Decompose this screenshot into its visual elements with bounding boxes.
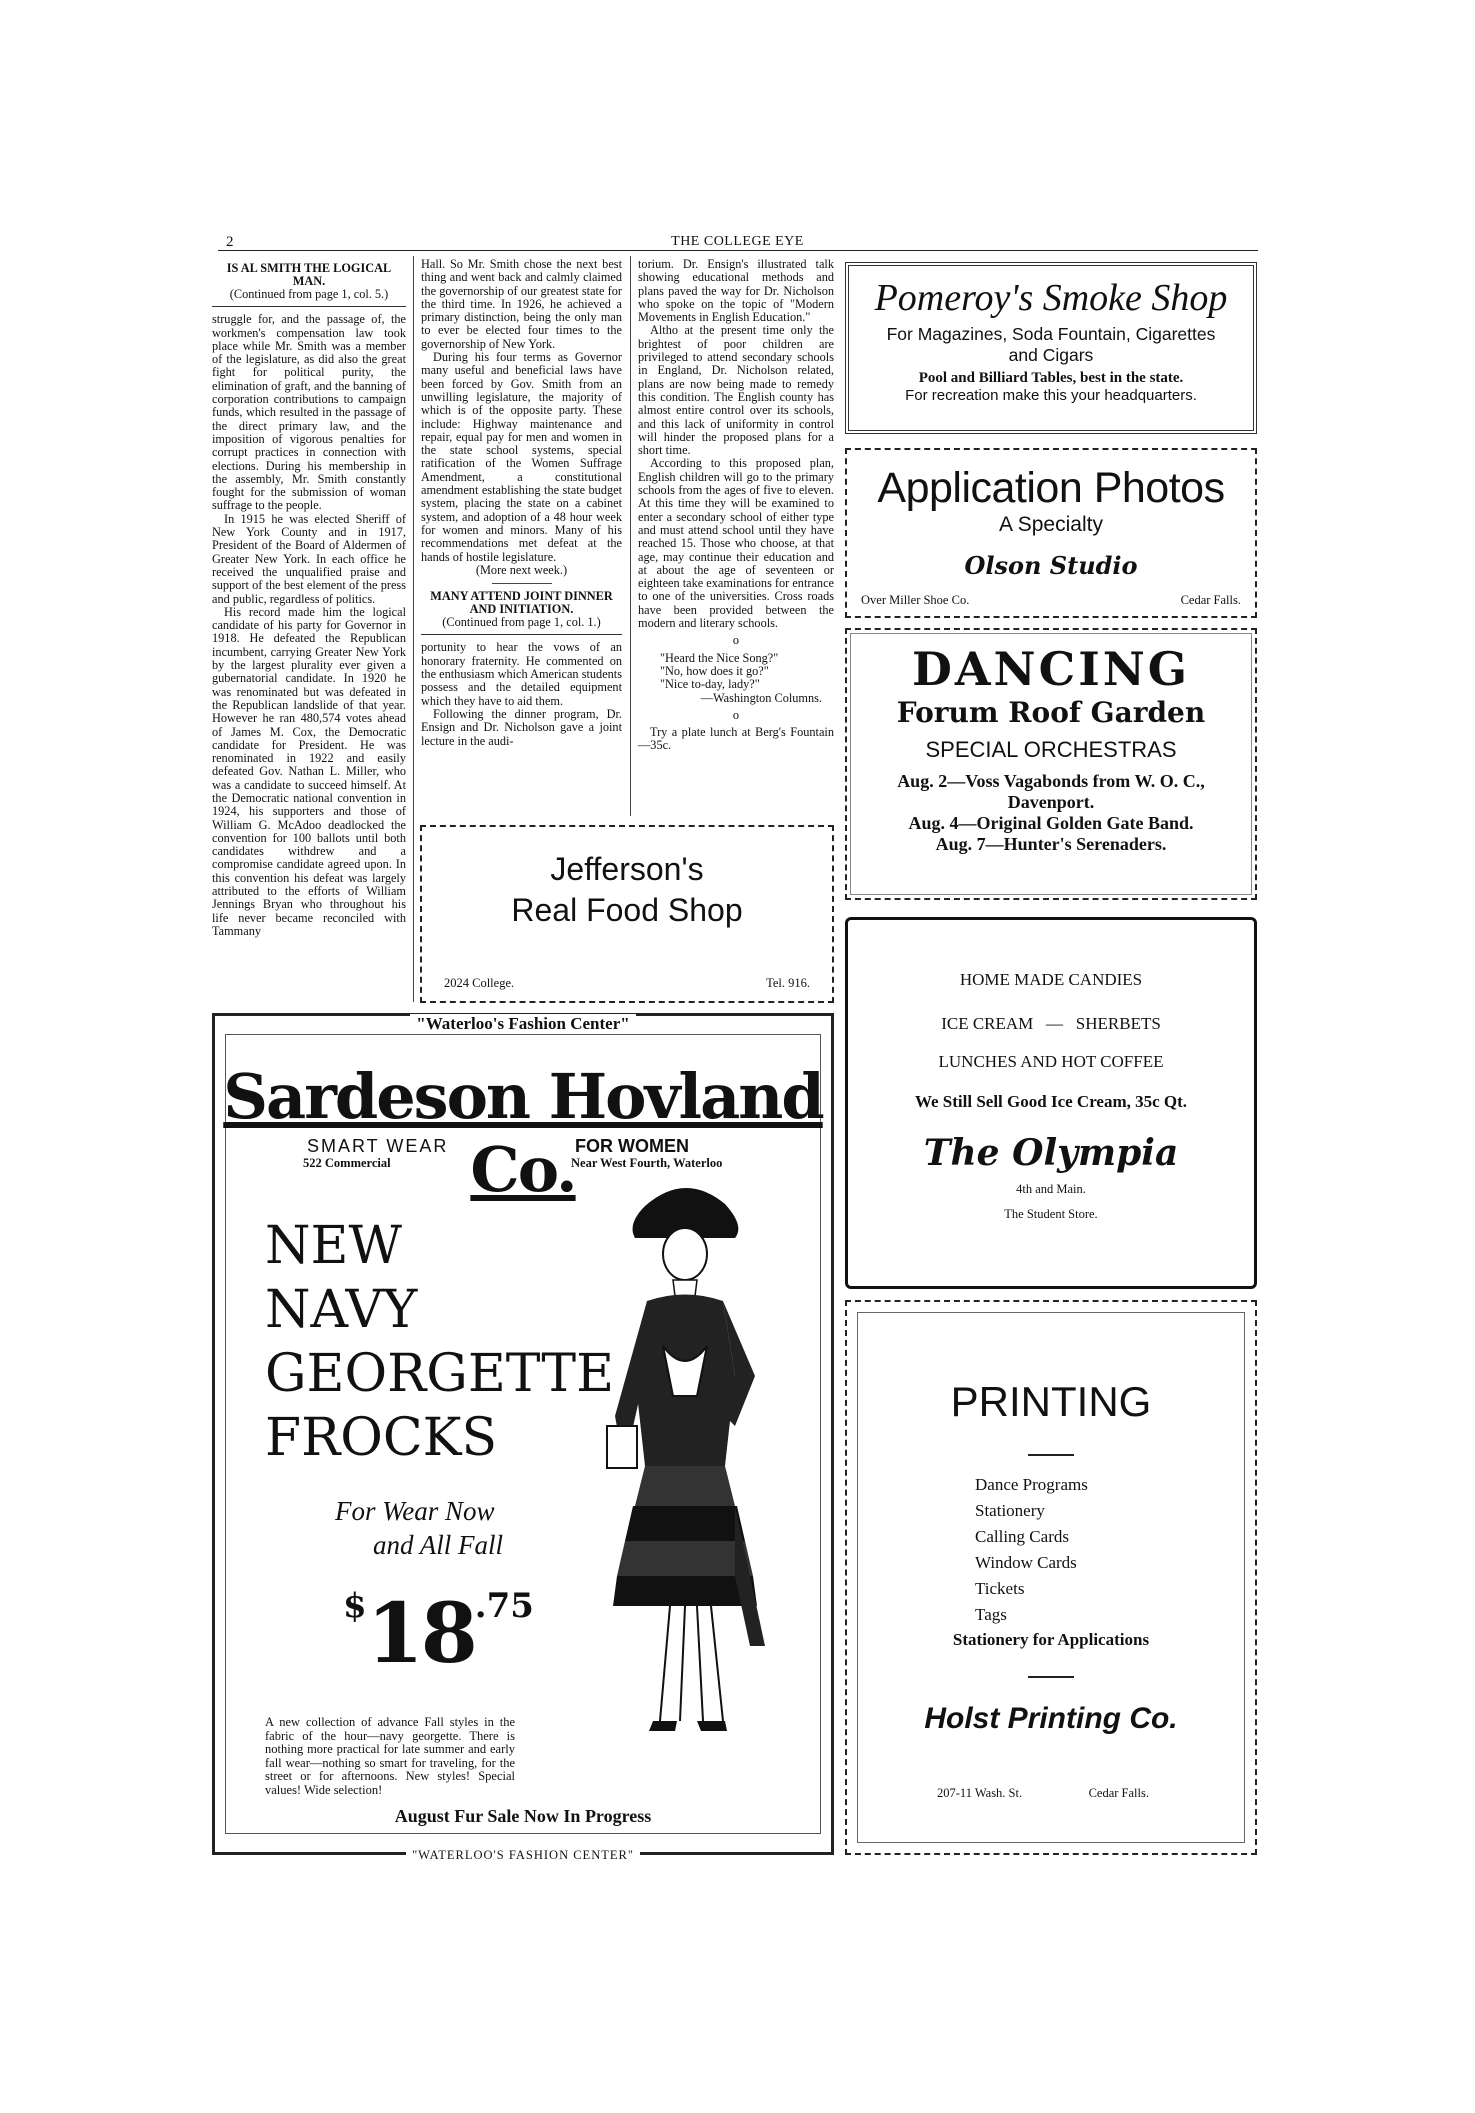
ad-line: Aug. 4—Original Golden Gate Band. <box>908 813 1194 833</box>
quote-source: —Washington Columns. <box>700 690 822 705</box>
list-item: Dance Programs <box>975 1475 1088 1494</box>
list-item: Tickets <box>975 1579 1025 1598</box>
column-rule <box>630 256 631 816</box>
separator <box>212 306 406 307</box>
ad-line: We Still Sell Good Ice Cream, 35c Qt. <box>914 1092 1188 1111</box>
ad-address: Near West Fourth, Waterloo <box>571 1156 723 1170</box>
banner-bottom: "WATERLOO'S FASHION CENTER" <box>215 1846 831 1864</box>
ad-body: A new collection of advance Fall styles in the fabric of the hour—navy georgette. There is nothing more practical for late summer and early fall wear—nothing so smart for traveling, for the street or for afternoons. New styles! Special values! Wide selection! <box>265 1715 515 1797</box>
ad-line: Pool and Billiard Tables, best in the state. <box>918 370 1184 386</box>
article-al-smith-col1 <box>212 262 406 938</box>
paragraph: portunity to hear the vows of an honorary fraternity. He commented on the enthusiasm which American students possess and the detailed equipment which they have to aid them. <box>421 640 622 708</box>
list-item: Calling Cards <box>975 1527 1069 1546</box>
ad-holst-printing <box>845 1300 1257 1855</box>
ornament: o <box>732 707 740 722</box>
ad-application-photos <box>845 448 1257 618</box>
headline-line: NAVY <box>265 1280 418 1340</box>
ad-tagline: and All Fall <box>373 1530 504 1560</box>
paragraph: During his four terms as Governor many useful and beneficial laws have been forced by Gov. Smith from an unwilling legislature, the majority of which is of the opposite party. These include: Highway maintenance and repair, equal pay for men and women in the state school systems, special ratification of the Women Suffrage Amendment, a constitutional amendment establishing the state budget system, placing the state on a cabinet system, and adoption of a 48 hour week for women and minors. Many of his recommendations met defeat at the hands of hostile legislature. <box>421 350 622 564</box>
ad-line: For recreation make this your headquarters. <box>905 387 1197 404</box>
ad-line: For Magazines, Soda Fountain, Cigarettes <box>886 324 1216 344</box>
quote-line: "Nice to-day, lady?" <box>660 677 760 692</box>
studio-name: Olson Studio <box>964 551 1138 580</box>
headline-joint-dinner: MANY ATTEND JOINT DINNER AND INITIATION. <box>430 589 613 617</box>
ad-title: Pomeroy's Smoke Shop <box>874 277 1228 319</box>
separator <box>421 634 622 635</box>
ad-title: PRINTING <box>950 1378 1152 1425</box>
paragraph: struggle for, and the passage of, the workmen's compensation law took place while Mr. Smith was a member of the legislature, as did also the great fight for political purity, the elimination of graft, and the banning of corporation contributions to campaign funds, which resulted in the passage of the direct primary law, and the imposition of vigorous penalties for corrupt practices in connection with elections. During his membership in the assembly, Mr. Smith constantly fought for the submission of woman suffrage to the people. <box>212 312 406 513</box>
ad-headline <box>265 1214 614 1470</box>
dash: — <box>1046 1014 1064 1033</box>
ad-jeffersons-food-shop <box>420 825 834 1003</box>
ad-subtitle: A Specialty <box>999 513 1103 536</box>
banner-top: "Waterloo's Fashion Center" <box>215 1014 831 1034</box>
ad-line <box>848 1014 1254 1034</box>
header-rule <box>218 250 1258 251</box>
ad-line-right: SHERBETS <box>1075 1014 1161 1033</box>
paragraph: According to this proposed plan, English children will go to the primary schools from the ages of five to eleven. At this time they will be examined to enter a secondary school of either type and must attend school until they have reached 15. Those who choose, at that age, may continue their education and at about the age of seventeen or eighteen take examinations for entrance to one of the universities. Cross roads have been provided between the modern and literary schools. <box>638 456 834 631</box>
paragraph: In 1915 he was elected Sheriff of New York County and in 1917, President of the Board of Aldermen of Greater New York. In each office he received the unqualified praise and support of the best element of the press and public, regardless of politics. <box>212 511 406 606</box>
separator <box>492 583 552 584</box>
ad-address: 522 Commercial <box>303 1156 391 1170</box>
ad-venue: Forum Roof Garden <box>896 696 1206 729</box>
headline-al-smith: IS AL SMITH THE LOGICAL MAN. <box>226 261 392 288</box>
company-name: Holst Printing Co. <box>924 1702 1178 1735</box>
paragraph: torium. Dr. Ensign's illustrated talk showing educational methods and plans paved the way for Dr. Nicholson who spoke on the topic of "Modern Movements in English Education." <box>638 257 834 325</box>
newspaper-name: THE COLLEGE EYE <box>671 234 804 249</box>
quote-line: "Heard the Nice Song?" <box>660 650 779 665</box>
price: $18.75 <box>343 1586 534 1682</box>
ad-line: Aug. 7—Hunter's Serenaders. <box>935 834 1167 854</box>
list-item: Stationery <box>975 1501 1045 1520</box>
woman-in-dress-illustration <box>585 1176 785 1756</box>
ad-city: Cedar Falls. <box>1088 1786 1149 1800</box>
ad-title: Real Food Shop <box>511 892 743 928</box>
continued-note: (Continued from page 1, col. 5.) <box>229 287 389 301</box>
ad-address: 207-11 Wash. St. <box>937 1786 1023 1800</box>
ad-title: DANCING <box>911 642 1191 696</box>
ad-line: and Cigars <box>1008 345 1094 365</box>
paragraph: Hall. So Mr. Smith chose the next best thing and went back and calmly claimed the governorship of our greatest state for the third time. In 1926, he achieved a primary distinction, being the only man to ever be elected four times to the governorship of New York. <box>421 257 622 351</box>
list-item: Tags <box>975 1605 1007 1624</box>
ad-line-left: ICE CREAM <box>941 1014 1034 1033</box>
ad-the-olympia <box>845 917 1257 1289</box>
continued-note: (Continued from page 1, col. 1.) <box>442 615 601 630</box>
quote-line: "No, how does it go?" <box>660 663 769 678</box>
article-al-smith-col2 <box>421 258 622 748</box>
brand-name: Sardeson Hovland Co. <box>223 1060 823 1206</box>
page-number: 2 <box>226 234 234 250</box>
ad-tagline: For Wear Now <box>335 1496 495 1526</box>
more-next-week: (More next week.) <box>475 562 568 577</box>
ad-line: HOME MADE CANDIES <box>959 970 1143 989</box>
ad-address: 2024 College. <box>444 976 515 990</box>
ad-city: Cedar Falls. <box>1180 593 1241 607</box>
ad-name: The Olympia <box>923 1132 1179 1174</box>
ad-title: Jefferson's <box>550 851 704 887</box>
ad-pomeroy-smoke-shop <box>845 262 1257 434</box>
headline-line: GEORGETTE <box>265 1344 615 1404</box>
ad-title: Application Photos <box>877 464 1225 512</box>
ad-sardeson-hovland <box>212 1013 834 1862</box>
for-women: FOR WOMEN <box>575 1136 689 1156</box>
ad-dancing-forum-roof-garden <box>845 628 1257 900</box>
paragraph: Following the dinner program, Dr. Ensign and Dr. Nicholson gave a joint lecture in the audi- <box>421 706 622 748</box>
paragraph: Altho at the present time only the brightest of poor children are privileged to attend secondary schools in England, Dr. Nicholson related, plans are now being made to remedy this condition. The English county has almost entire control over its schools, and this lack of uniformity in control will hinder the proposed plans for a short time. <box>638 323 834 458</box>
ad-tag: The Student Store. <box>1004 1207 1098 1221</box>
ad-line: Davenport. <box>1007 792 1095 812</box>
ad-footer: August Fur Sale Now In Progress <box>394 1806 652 1826</box>
article-education-col3 <box>638 258 834 753</box>
paragraph: His record made him the logical candidate of his party for Governor in 1918. He defeated the Republican incumbent, carrying Greater New York by the largest plurality ever given a gubernatorial candidate. In 1920 he was renominated but was defeated in the Republican landslide of that year. However he ran 480,574 votes ahead of James M. Cox, the Democratic candidate for President. He was renominated in 1922 and easily defeated Gov. Nathan L. Miller, who was a candidate to succeed himself. At the Democratic national convention in 1924, his supporters and those of William G. McAdoo deadlocked the convention for 100 ballots until both candidates withdrew and a compromise candidate agreed upon. In this convention his defeat was largely attributed to the efforts of William Jennings Bryan who throughout his life never became reconciled with Tammany <box>212 604 406 938</box>
berg-fountain-note: Try a plate lunch at Berg's Fountain—35c. <box>638 725 834 753</box>
headline-line: FROCKS <box>265 1408 498 1468</box>
ad-line: Aug. 2—Voss Vagabonds from W. O. C., <box>897 771 1205 791</box>
column-rule <box>413 256 414 1002</box>
ad-address: Over Miller Shoe Co. <box>861 593 970 607</box>
list-item: Window Cards <box>975 1553 1077 1572</box>
smart-wear: SMART WEAR <box>307 1136 449 1156</box>
headline-line: NEW <box>265 1216 402 1276</box>
ad-subtitle: SPECIAL ORCHESTRAS <box>925 737 1177 762</box>
ad-phone: Tel. 916. <box>766 976 810 990</box>
ad-line: LUNCHES AND HOT COFFEE <box>938 1052 1164 1071</box>
list-item-bold: Stationery for Applications <box>952 1630 1150 1649</box>
ornament: o <box>732 633 740 648</box>
ad-address: 4th and Main. <box>1016 1182 1086 1196</box>
